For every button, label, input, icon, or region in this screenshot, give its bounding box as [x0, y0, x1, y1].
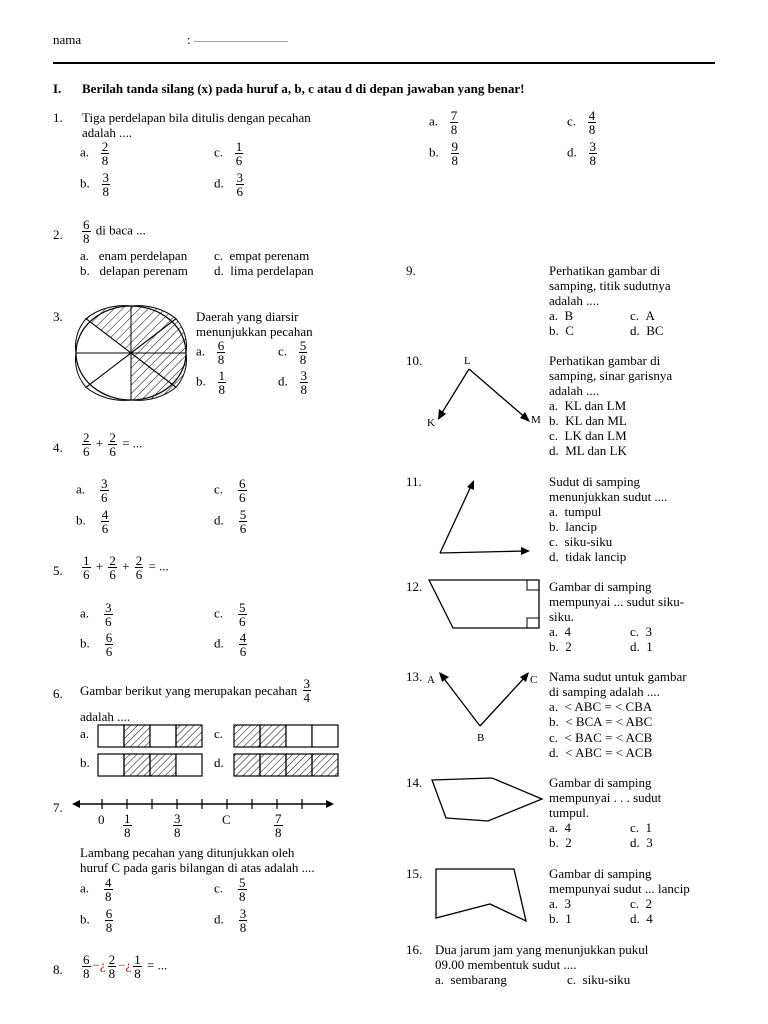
- q13-angle-diagram: [436, 670, 536, 730]
- q6-bar-c-cell-2: [260, 725, 286, 747]
- q12-number: 12.: [406, 579, 423, 594]
- q14-option-d[interactable]: d. 3: [630, 835, 653, 850]
- q3-text-line2: menunjukkan pecahan: [196, 324, 313, 339]
- q6-bar-d-cell-4: [312, 754, 338, 776]
- q1-option-b[interactable]: b. $\frac{3}{8}$: [80, 170, 109, 199]
- q7-option-c[interactable]: c. $\frac{5}{8}$: [214, 875, 246, 904]
- q14-text-line1: Gambar di samping: [549, 775, 652, 790]
- q11-angle-diagram: [434, 478, 534, 560]
- q5-expression: $\frac{1}{6}$ + $\frac{2}{6}$ + $\frac{2}{6}$ = ...: [83, 553, 169, 582]
- q5-option-a[interactable]: a. $\frac{3}{6}$: [80, 600, 112, 629]
- section-number: I.: [53, 81, 62, 96]
- q1-option-a[interactable]: a. $\frac{2}{8}$: [80, 139, 109, 168]
- q11-text-line2: menunjukkan sudut ....: [549, 489, 668, 504]
- q15-shape: [430, 866, 530, 926]
- q6-bar-a-cell-1: [98, 725, 124, 747]
- q13-text-line2: di samping adalah ....: [549, 684, 660, 699]
- q6-number: 6.: [53, 686, 63, 701]
- q10-point-k: K: [427, 417, 435, 429]
- q7-tick-seven-eighths: $\frac{7}{8}$: [275, 811, 282, 840]
- q4-option-a[interactable]: a. $\frac{3}{6}$: [76, 476, 108, 505]
- q7-text-line2: huruf C pada garis bilangan di atas adalah ....: [80, 860, 315, 875]
- q2-stem: $\frac{6}{8}$ di baca ...: [83, 217, 146, 246]
- q11-option-c[interactable]: c. siku-siku: [549, 534, 613, 549]
- q5-number: 5.: [53, 563, 63, 578]
- q1b-option-d[interactable]: d. $\frac{3}{8}$: [567, 139, 596, 168]
- q12-trapezoid: [425, 578, 545, 632]
- q2-option-b[interactable]: b. delapan perenam: [80, 263, 188, 278]
- q4-option-d[interactable]: d. $\frac{5}{6}$: [214, 507, 247, 536]
- q6-bar-a-cell-4: [176, 725, 202, 747]
- q5-option-b[interactable]: b. $\frac{6}{6}$: [80, 630, 113, 659]
- q13-option-b[interactable]: b. < BCA = < ABC: [549, 714, 653, 729]
- q1b-option-a[interactable]: a. $\frac{7}{8}$: [429, 108, 458, 137]
- q16-option-a[interactable]: a. sembarang: [435, 972, 507, 987]
- q10-option-c[interactable]: c. LK dan LM: [549, 428, 627, 443]
- q1-text-line1: Tiga perdelapan bila ditulis dengan pecahan: [82, 110, 311, 125]
- q10-point-l: L: [464, 355, 471, 367]
- q12-option-c[interactable]: c. 3: [630, 624, 653, 639]
- header-divider: [53, 62, 715, 64]
- q1-option-d[interactable]: d. $\frac{3}{6}$: [214, 170, 243, 199]
- q14-number: 14.: [406, 775, 423, 790]
- q5-option-d[interactable]: d. $\frac{4}{6}$: [214, 630, 247, 659]
- q6-bar-c-cell-3: [286, 725, 312, 747]
- q7-option-a[interactable]: a. $\frac{4}{8}$: [80, 875, 112, 904]
- q2-option-a[interactable]: a. enam perdelapan: [80, 248, 188, 263]
- q7-option-d[interactable]: d. $\frac{3}{8}$: [214, 906, 247, 935]
- q11-option-d[interactable]: d. tidak lancip: [549, 549, 627, 564]
- q12-option-a[interactable]: a. 4: [549, 624, 572, 639]
- q10-text-line1: Perhatikan gambar di: [549, 353, 661, 368]
- q2-option-d[interactable]: d. lima perdelapan: [214, 263, 314, 278]
- q14-option-a[interactable]: a. 4: [549, 820, 572, 835]
- q6-bar-b-cell-2: [124, 754, 150, 776]
- q6-label-b[interactable]: b.: [80, 755, 90, 770]
- q15-option-b[interactable]: b. 1: [549, 911, 572, 926]
- q16-option-c[interactable]: c. siku-siku: [567, 972, 631, 987]
- q15-option-c[interactable]: c. 2: [630, 896, 653, 911]
- q11-option-b[interactable]: b. lancip: [549, 519, 598, 534]
- q14-option-c[interactable]: c. 1: [630, 820, 653, 835]
- q7-number: 7.: [53, 800, 63, 815]
- q6-bar-b-cell-3: [150, 754, 176, 776]
- q3-option-d[interactable]: d. $\frac{3}{8}$: [278, 368, 307, 397]
- q2-option-c[interactable]: c. empat perenam: [214, 248, 310, 263]
- q13-option-c[interactable]: c. < BAC = < ACB: [549, 730, 653, 745]
- q13-number: 13.: [406, 669, 423, 684]
- q7-text-line1: Lambang pecahan yang ditunjukkan oleh: [80, 845, 295, 860]
- q4-option-b[interactable]: b. $\frac{4}{6}$: [76, 507, 109, 536]
- q3-number: 3.: [53, 309, 63, 324]
- q12-text-line3: siku.: [549, 609, 574, 624]
- q13-option-a[interactable]: a. < ABC = < CBA: [549, 699, 653, 714]
- q8-expression: $\frac{6}{8}$ −¿ $\frac{2}{8}$ −¿ $\frac{1}{8}$ = ...: [83, 952, 168, 981]
- q3-shaded-circle: [75, 305, 187, 401]
- q4-option-c[interactable]: c. $\frac{6}{6}$: [214, 476, 246, 505]
- q16-number: 16.: [406, 942, 423, 957]
- q16-text-line2: 09.00 membentuk sudut ....: [435, 957, 577, 972]
- q6-label-a[interactable]: a.: [80, 726, 90, 741]
- q10-option-a[interactable]: a. KL dan LM: [549, 398, 627, 413]
- q9-number: 9.: [406, 263, 416, 278]
- q4-expression: $\frac{2}{6}$ + $\frac{2}{6}$ = ...: [83, 430, 143, 459]
- q11-text-line1: Sudut di samping: [549, 474, 641, 489]
- q9-option-b[interactable]: b. C: [549, 323, 574, 338]
- q12-option-b[interactable]: b. 2: [549, 639, 572, 654]
- q15-number: 15.: [406, 866, 423, 881]
- q11-number: 11.: [406, 474, 422, 489]
- q14-pentagon: [428, 775, 548, 825]
- name-label: nama: [53, 32, 82, 47]
- q6-bar-c-cell-1: [234, 725, 260, 747]
- q6-bar-c-cell-4: [312, 725, 338, 747]
- q13-point-b: B: [477, 732, 485, 744]
- q10-option-d[interactable]: d. ML dan LK: [549, 443, 627, 458]
- q15-option-a[interactable]: a. 3: [549, 896, 572, 911]
- q1-number: 1.: [53, 110, 63, 125]
- q6-bar-a-cell-3: [150, 725, 176, 747]
- q8-number: 8.: [53, 962, 63, 977]
- q10-point-m: M: [531, 414, 541, 426]
- q6-text-line2: adalah ....: [80, 709, 131, 724]
- q6-bar-d-cell-3: [286, 754, 312, 776]
- q12-text-line2: mempunyai ... sudut siku-: [549, 594, 685, 609]
- q7-number-line: [72, 796, 334, 816]
- q3-option-b[interactable]: b. $\frac{1}{8}$: [196, 368, 225, 397]
- q12-option-d[interactable]: d. 1: [630, 639, 653, 654]
- name-dotted-line: ...............................................: [194, 35, 288, 44]
- q6-text-line1: Gambar berikut yang merupakan pecahan $\frac{3}{4}$: [80, 676, 311, 705]
- q1b-option-b[interactable]: b. $\frac{9}{8}$: [429, 139, 458, 168]
- q7-option-b[interactable]: b. $\frac{6}{8}$: [80, 906, 113, 935]
- q7-tick-three-eighths: $\frac{3}{8}$: [174, 811, 181, 840]
- q9-text-line1: Perhatikan gambar di: [549, 263, 661, 278]
- section-instruction: Berilah tanda silang (x) pada huruf a, b, c atau d di depan jawaban yang benar!: [82, 81, 525, 96]
- q16-text-line1: Dua jarum jam yang menunjukkan pukul: [435, 942, 649, 957]
- q7-tick-one-eighth: $\frac{1}{8}$: [124, 811, 131, 840]
- q2-number: 2.: [53, 227, 63, 242]
- q15-text-line1: Gambar di samping: [549, 866, 652, 881]
- q10-text-line2: samping, sinar garisnya: [549, 368, 673, 383]
- q9-text-line2: samping, titik sudutnya: [549, 278, 671, 293]
- q7-tick-zero: 0: [98, 812, 105, 827]
- q6-bar-b-cell-1: [98, 754, 124, 776]
- q14-text-line3: tumpul.: [549, 805, 590, 820]
- q4-number: 4.: [53, 440, 63, 455]
- q9-text-line3: adalah ....: [549, 293, 600, 308]
- q6-label-d[interactable]: d.: [214, 755, 224, 770]
- q1b-option-c[interactable]: c. $\frac{4}{8}$: [567, 108, 596, 137]
- q5-option-c[interactable]: c. $\frac{5}{6}$: [214, 600, 246, 629]
- q13-text-line1: Nama sudut untuk gambar: [549, 669, 687, 684]
- q9-option-a[interactable]: a. B: [549, 308, 574, 323]
- q10-text-line3: adalah ....: [549, 383, 600, 398]
- q6-bar-a-cell-2: [124, 725, 150, 747]
- q11-option-a[interactable]: a. tumpul: [549, 504, 602, 519]
- q3-option-a[interactable]: a. $\frac{6}{8}$: [196, 338, 225, 367]
- q14-option-b[interactable]: b. 2: [549, 835, 572, 850]
- q9-option-c[interactable]: c. A: [630, 308, 655, 323]
- name-colon: :: [187, 32, 191, 47]
- q9-option-d[interactable]: d. BC: [630, 323, 664, 338]
- q13-option-d[interactable]: d. < ABC = < ACB: [549, 745, 653, 760]
- q13-point-a: A: [427, 674, 435, 686]
- q6-label-c[interactable]: c.: [214, 726, 224, 741]
- q1-text-line2: adalah ....: [82, 125, 133, 140]
- q15-option-d[interactable]: d. 4: [630, 911, 653, 926]
- q15-text-line2: mempunyai sudut ... lancip: [549, 881, 690, 896]
- q7-tick-c: C: [222, 812, 231, 827]
- q1-option-c[interactable]: c. $\frac{1}{6}$: [214, 139, 243, 168]
- q6-bar-d-cell-2: [260, 754, 286, 776]
- q10-number: 10.: [406, 353, 423, 368]
- q3-text-line1: Daerah yang diarsir: [196, 309, 299, 324]
- q14-text-line2: mempunyai . . . sudut: [549, 790, 662, 805]
- q10-option-b[interactable]: b. KL dan ML: [549, 413, 627, 428]
- q12-text-line1: Gambar di samping: [549, 579, 652, 594]
- q10-rays-diagram: [436, 364, 536, 424]
- q13-point-c: C: [530, 674, 538, 686]
- q6-bar-d-cell-1: [234, 754, 260, 776]
- q6-bar-b-cell-4: [176, 754, 202, 776]
- q3-option-c[interactable]: c. $\frac{5}{8}$: [278, 338, 307, 367]
